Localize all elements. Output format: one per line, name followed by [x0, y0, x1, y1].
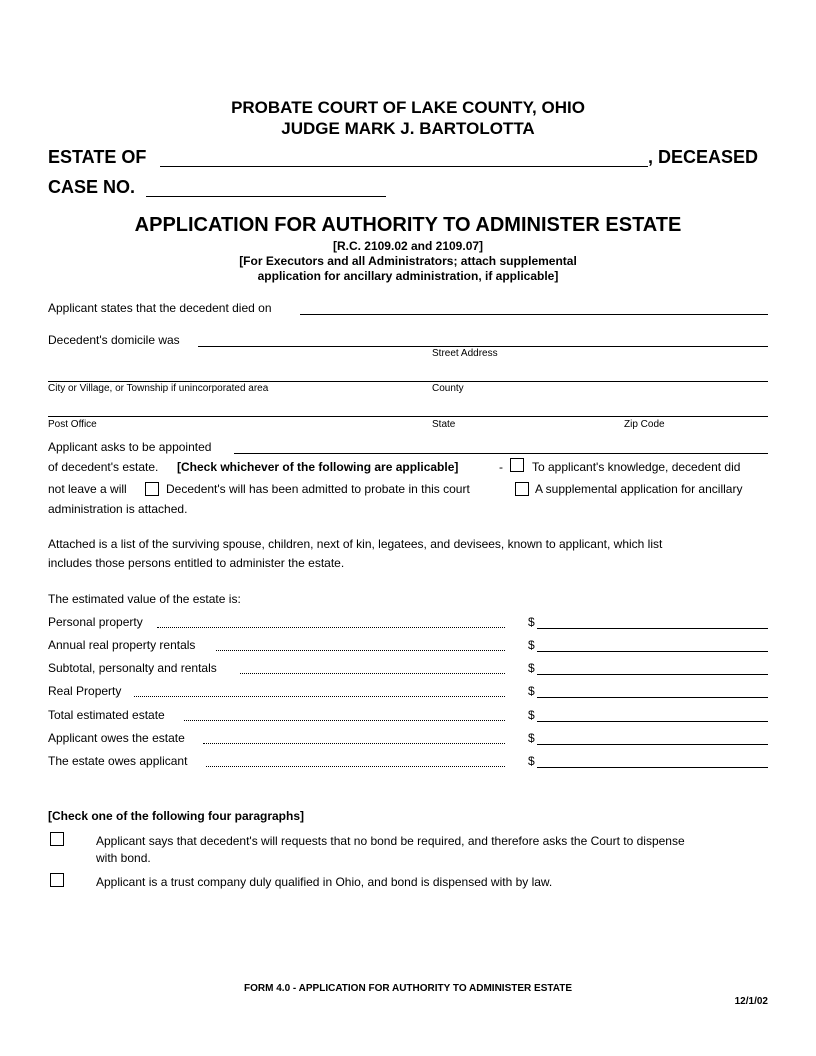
dollar-sign: $ — [528, 754, 535, 768]
court-name: PROBATE COURT OF LAKE COUNTY, OHIO — [231, 98, 585, 117]
total-estate-field[interactable] — [537, 721, 768, 722]
dollar-sign: $ — [528, 731, 535, 745]
no-will-text-b: not leave a will — [48, 482, 127, 496]
no-will-text-a: To applicant's knowledge, decedent did — [532, 460, 741, 474]
appointed-label: Applicant asks to be appointed — [48, 440, 212, 454]
applicability-note-line2: application for ancillary administration, if applicable] — [257, 269, 559, 283]
will-waives-bond-checkbox[interactable] — [50, 832, 64, 846]
statute-reference: [R.C. 2109.02 and 2109.07] — [332, 239, 484, 253]
trust-company-text: Applicant is a trust company duly qualified in Ohio, and bond is dispensed with by law. — [96, 875, 553, 889]
will-waives-bond-text-b: with bond. — [96, 851, 151, 865]
ancillary-checkbox[interactable] — [515, 482, 529, 496]
city-caption: City or Village, or Township if unincorporated area — [48, 383, 269, 394]
applicability-note-line1: [For Executors and all Administrators; attach supplemental — [239, 254, 577, 268]
annual-rentals-field[interactable] — [537, 651, 768, 652]
city-county-field[interactable] — [48, 381, 768, 382]
ancillary-text-b: administration is attached. — [48, 502, 188, 516]
subtotal-label: Subtotal, personalty and rentals — [48, 661, 217, 675]
leader-dots — [134, 696, 505, 697]
estate-name-field[interactable] — [160, 166, 648, 167]
trust-company-checkbox[interactable] — [50, 873, 64, 887]
form-footer: FORM 4.0 - APPLICATION FOR AUTHORITY TO ADMINISTER ESTATE — [244, 983, 572, 994]
post-office-state-zip-field[interactable] — [48, 416, 768, 417]
check-instruction: [Check whichever of the following are applicable] — [177, 460, 459, 474]
estate-of-label: ESTATE OF — [48, 147, 147, 167]
street-address-field[interactable] — [198, 346, 768, 347]
applicant-owes-field[interactable] — [537, 744, 768, 745]
dollar-sign: $ — [528, 684, 535, 698]
estate-owes-field[interactable] — [537, 767, 768, 768]
leader-dots — [184, 720, 505, 721]
personal-property-label: Personal property — [48, 615, 143, 629]
leader-dots — [157, 627, 505, 628]
attached-list-line1: Attached is a list of the surviving spouse, children, next of kin, legatees, and devisees, known to applicant, which list — [48, 537, 663, 551]
dollar-sign: $ — [528, 661, 535, 675]
real-property-field[interactable] — [537, 697, 768, 698]
dollar-sign: $ — [528, 615, 535, 629]
will-admitted-text: Decedent's will has been admitted to probate in this court — [166, 482, 470, 496]
subtotal-field[interactable] — [537, 674, 768, 675]
will-admitted-checkbox[interactable] — [145, 482, 159, 496]
judge-name: JUDGE MARK J. BARTOLOTTA — [281, 119, 535, 138]
domicile-label: Decedent's domicile was — [48, 333, 180, 347]
estimated-value-heading: The estimated value of the estate is: — [48, 592, 241, 606]
estate-owes-label: The estate owes applicant — [48, 754, 188, 768]
attached-list-line2: includes those persons entitled to administer the estate. — [48, 556, 345, 570]
state-caption: State — [432, 419, 456, 430]
death-date-field[interactable] — [300, 314, 768, 315]
post-office-caption: Post Office — [48, 419, 97, 430]
personal-property-field[interactable] — [537, 628, 768, 629]
leader-dots — [240, 673, 505, 674]
total-estate-label: Total estimated estate — [48, 708, 165, 722]
appointed-as-field[interactable] — [234, 453, 768, 454]
applicant-owes-label: Applicant owes the estate — [48, 731, 185, 745]
dollar-sign: $ — [528, 708, 535, 722]
real-property-label: Real Property — [48, 684, 122, 698]
bond-heading: [Check one of the following four paragraphs] — [48, 809, 305, 823]
estate-of-decedent-text: of decedent's estate. — [48, 460, 159, 474]
revision-date: 12/1/02 — [734, 996, 768, 1007]
dash-separator: - — [499, 460, 503, 474]
died-on-label: Applicant states that the decedent died on — [48, 301, 272, 315]
leader-dots — [216, 650, 505, 651]
zip-code-caption: Zip Code — [624, 419, 665, 430]
case-no-field[interactable] — [146, 196, 386, 197]
case-no-label: CASE NO. — [48, 177, 136, 197]
leader-dots — [203, 743, 505, 744]
ancillary-text-a: A supplemental application for ancillary — [535, 482, 743, 496]
no-will-checkbox[interactable] — [510, 458, 524, 472]
will-waives-bond-text-a: Applicant says that decedent's will requests that no bond be required, and therefore asks the Court to dispense — [96, 834, 685, 848]
leader-dots — [206, 766, 505, 767]
form-title: APPLICATION FOR AUTHORITY TO ADMINISTER ESTATE — [134, 214, 682, 236]
deceased-label: , DECEASED — [648, 147, 759, 167]
dollar-sign: $ — [528, 638, 535, 652]
annual-rentals-label: Annual real property rentals — [48, 638, 196, 652]
county-caption: County — [432, 383, 464, 394]
street-address-caption: Street Address — [432, 348, 498, 359]
